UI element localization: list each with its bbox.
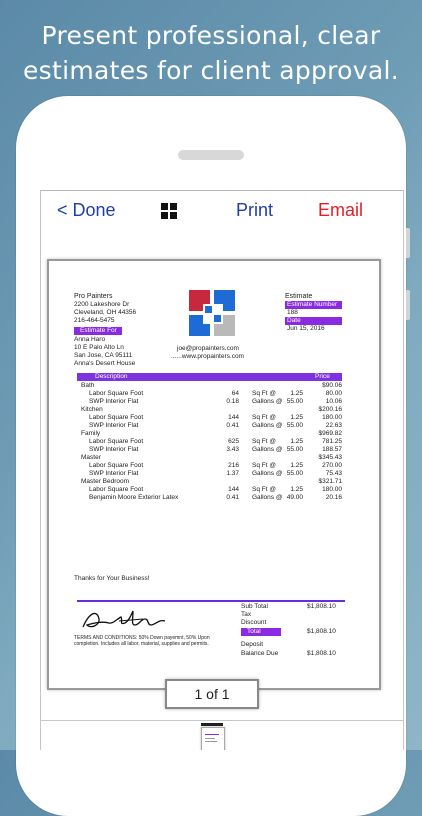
item-description: Master — [81, 454, 101, 461]
item-unit: Sq Ft @ — [252, 414, 276, 421]
phone-side-button-lower — [406, 290, 410, 320]
item-rate: 1.25 — [290, 486, 303, 493]
item-price: $969.82 — [318, 430, 342, 437]
item-rate: 1.25 — [290, 390, 303, 397]
client-project: Anna's Desert House — [74, 360, 136, 367]
balance-value: $1,808.10 — [307, 650, 336, 657]
item-price: $321.71 — [318, 478, 342, 485]
estimate-number: 188 — [287, 309, 298, 316]
line-item-row — [77, 398, 342, 406]
section-row — [77, 430, 342, 438]
item-description: SWP Interior Flat — [89, 470, 139, 477]
item-unit: Sq Ft @ — [252, 486, 276, 493]
balance-label: Balance Due — [241, 650, 279, 657]
company-name: Pro Painters — [74, 293, 113, 300]
company-logo — [189, 290, 237, 338]
thumbnail-strip — [41, 720, 403, 750]
line-item-row — [77, 390, 342, 398]
client-name: Anna Haro — [74, 336, 106, 343]
item-quantity: 3.43 — [226, 446, 239, 453]
item-rate: 55.00 — [286, 470, 303, 477]
toolbar — [41, 190, 403, 232]
section-row — [77, 454, 342, 462]
item-description: Labor Square Foot — [89, 462, 144, 469]
item-quantity: 1.37 — [226, 470, 239, 477]
line-item-row — [77, 414, 342, 422]
item-description: Family — [81, 430, 101, 437]
item-unit: Sq Ft @ — [252, 390, 276, 397]
estimate-for-label: Estimate For — [74, 327, 122, 335]
email-button[interactable]: Email — [318, 200, 364, 220]
item-rate: 55.00 — [286, 398, 303, 405]
item-description: Labor Square Foot — [89, 486, 144, 493]
thanks-text: Thanks for Your Business! — [74, 575, 150, 582]
thumbnail-highlight — [201, 723, 223, 726]
signature-divider — [77, 600, 345, 602]
item-price: 188.57 — [322, 446, 342, 453]
item-description: Benjamin Moore Exterior Latex — [89, 494, 179, 501]
print-button[interactable]: Print — [236, 200, 274, 220]
subtotal-value: $1,808.10 — [307, 603, 336, 610]
item-price: 20.16 — [325, 494, 342, 501]
terms-line-2: completion. Includes all labor, material, supplies and permits. — [74, 641, 209, 647]
phone-screen — [40, 190, 404, 750]
company-address-2: Cleveland, OH 44356 — [74, 309, 137, 316]
section-row — [77, 478, 342, 486]
phone-side-button-upper — [406, 228, 410, 258]
headline-line-2: estimates for client approval. — [22, 56, 399, 85]
signature — [79, 605, 169, 635]
item-unit: Gallons @ — [252, 494, 283, 501]
line-item-row — [77, 422, 342, 430]
page-indicator-text: 1 of 1 — [194, 686, 230, 702]
grid-icon[interactable] — [161, 203, 178, 220]
phone-speaker — [178, 150, 244, 160]
item-unit: Gallons @ — [252, 422, 283, 429]
line-item-row — [77, 438, 342, 446]
estimate-page — [47, 259, 381, 690]
item-description: Labor Square Foot — [89, 438, 144, 445]
item-rate: 1.25 — [290, 462, 303, 469]
item-rate: 55.00 — [286, 422, 303, 429]
column-price: Price — [315, 373, 330, 380]
item-unit: Sq Ft @ — [252, 438, 276, 445]
date-label: Date — [285, 317, 342, 325]
section-row — [77, 382, 342, 390]
headline-line-1: Present professional, clear — [41, 21, 381, 50]
estimate-date: Jun 15, 2016 — [287, 325, 325, 332]
client-address-2: San Jose, CA 95111 — [74, 352, 133, 359]
item-quantity: 144 — [228, 486, 239, 493]
item-quantity: 0.41 — [226, 422, 239, 429]
terms-line-1: TERMS AND CONDITIONS: 50% Down payemnt, 50% Upon — [74, 635, 210, 641]
company-website: ......www.propainters.com — [171, 353, 244, 360]
deposit-label: Deposit — [241, 641, 264, 648]
company-phone: 216-464-5475 — [74, 317, 115, 324]
tax-label: Tax — [241, 611, 252, 618]
item-rate: 1.25 — [290, 438, 303, 445]
total-value: $1,808.10 — [307, 628, 336, 635]
page-thumbnail[interactable] — [201, 727, 225, 750]
line-item-row — [77, 470, 342, 478]
client-address-1: 10 E Palo Alto Ln — [74, 344, 124, 351]
discount-label: Discount — [241, 619, 267, 626]
line-item-row — [77, 462, 342, 470]
item-description: Labor Square Foot — [89, 390, 144, 397]
column-description: Description — [95, 373, 128, 380]
page-indicator[interactable] — [165, 679, 259, 709]
item-price: $345.43 — [318, 454, 342, 461]
item-description: Labor Square Foot — [89, 414, 144, 421]
item-description: SWP Interior Flat — [89, 422, 139, 429]
item-price: 80.00 — [325, 390, 342, 397]
done-button[interactable]: < Done — [57, 200, 116, 220]
item-unit: Gallons @ — [252, 470, 283, 477]
item-quantity: 64 — [231, 390, 239, 397]
item-unit: Gallons @ — [252, 398, 283, 405]
total-label: Total — [241, 628, 281, 636]
item-price: 75.43 — [325, 470, 342, 477]
item-description: Bath — [81, 382, 95, 389]
item-quantity: 144 — [228, 414, 239, 421]
company-email: joe@propainters.com — [177, 345, 239, 352]
item-description: Master Bedroom — [81, 478, 130, 485]
item-price: 180.00 — [322, 486, 342, 493]
item-price: $200.16 — [318, 406, 342, 413]
line-item-row — [77, 494, 342, 502]
item-quantity: 216 — [228, 462, 239, 469]
item-price: 180.00 — [322, 414, 342, 421]
item-description: Kitchen — [81, 406, 103, 413]
section-row — [77, 406, 342, 414]
line-item-row — [77, 446, 342, 454]
estimate-number-label: Estimate Number — [285, 301, 342, 309]
headline — [0, 18, 422, 88]
item-quantity: 625 — [228, 438, 239, 445]
item-description: SWP Interior Flat — [89, 398, 139, 405]
item-quantity: 0.41 — [226, 494, 239, 501]
line-item-row — [77, 486, 342, 494]
table-header — [77, 373, 342, 381]
item-unit: Sq Ft @ — [252, 462, 276, 469]
item-price: 781.25 — [322, 438, 342, 445]
item-unit: Gallons @ — [252, 446, 283, 453]
estimate-title: Estimate — [285, 293, 313, 300]
document-viewer[interactable] — [41, 231, 403, 750]
item-description: SWP Interior Flat — [89, 446, 139, 453]
item-quantity: 0.18 — [226, 398, 239, 405]
item-price: 10.06 — [325, 398, 342, 405]
item-price: $90.06 — [322, 382, 342, 389]
company-address-1: 2200 Lakeshore Dr — [74, 301, 130, 308]
item-rate: 49.00 — [286, 494, 303, 501]
item-rate: 55.00 — [286, 446, 303, 453]
item-price: 22.63 — [325, 422, 342, 429]
item-rate: 1.25 — [290, 414, 303, 421]
subtotal-label: Sub Total — [241, 603, 268, 610]
item-price: 270.00 — [322, 462, 342, 469]
